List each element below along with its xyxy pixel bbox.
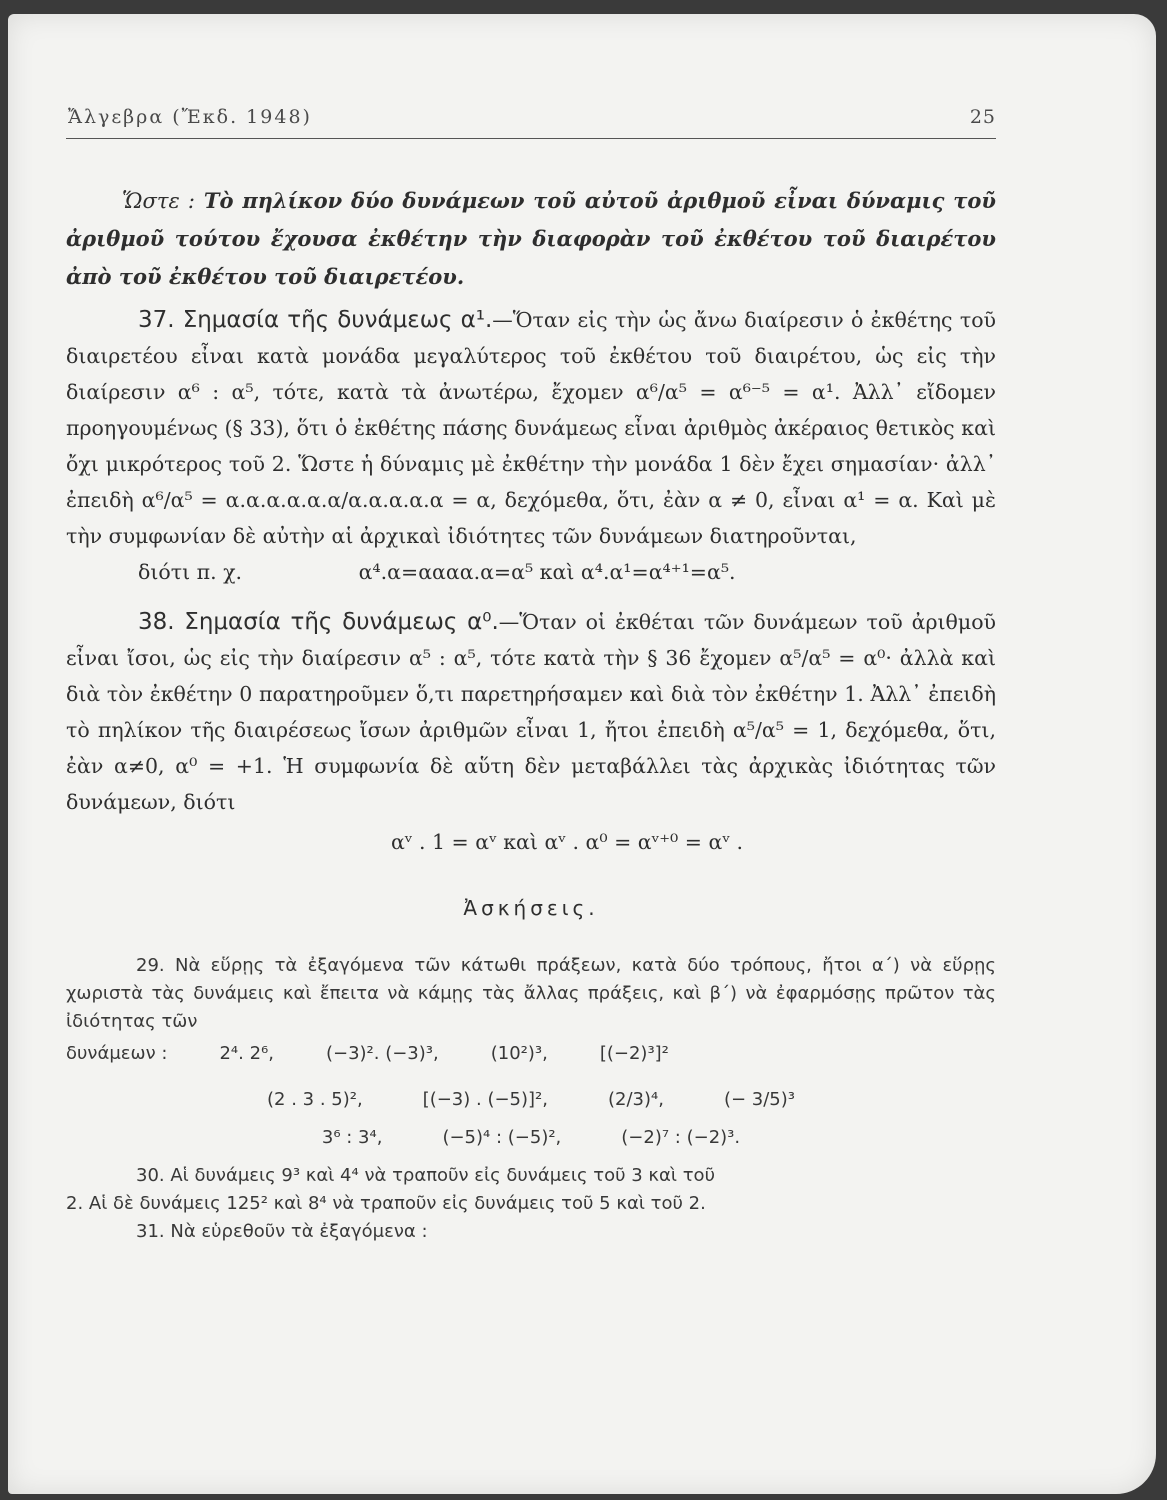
proof-formula: α⁴.α=αααα.α=α⁵ καὶ α⁴.α¹=α⁴⁺¹=α⁵. [358, 560, 736, 584]
section-38 [66, 604, 996, 860]
running-title: Ἄλγεβρα (Ἔκδ. 1948) [68, 106, 312, 128]
exercise-29-row-3 [66, 1124, 996, 1152]
main-text [66, 182, 996, 1246]
expr-item: (−2)⁷ : (−2)³. [621, 1127, 741, 1148]
section-37-body: —Ὅταν εἰς τὴν ὡς ἄνω διαίρεσιν ὁ ἐκθέτης τοῦ διαιρετέου εἶναι κατὰ μονάδα μεγαλύτερος τοῦ ἐκθέτου τοῦ διαιρέτου, ὡς εἰς τὴν διαίρεσιν α⁶ : α⁵, τότε, κατὰ τὰ ἀνωτέρω, ἔχομεν α⁶/α⁵ = α⁶⁻⁵ = α¹. Ἀλλ᾽ εἴδομεν προηγουμένως (§ 33), ὅτι ὁ ἐκθέτης πάσης δυνάμεως εἶναι ἀριθμὸς ἀκέραιος θετικὸς καὶ ὄχι μικρότερος τοῦ 2. Ὥστε ἡ δύναμις μὲ ἐκθέτην τὴν μονάδα 1 δὲν ἔχει σημασίαν· ἀλλ᾽ ἐπειδὴ α⁶/α⁵ = α.α.α.α.α.α/α.α.α.α.α = α, δεχόμεθα, ὅτι, ἐὰν α ≠ 0, εἶναι α¹ = α. Καὶ μὲ τὴν συμφωνίαν δὲ αὐτὴν αἱ ἀρχικαὶ ἰδιότητες τῶν δυνάμεων διατηροῦνται, [66, 308, 996, 548]
section-37-proof [66, 554, 996, 590]
section-38-body: —Ὅταν οἱ ἐκθέται τῶν δυνάμεων τοῦ ἀριθμοῦ εἶναι ἴσοι, ὡς εἰς τὴν διαίρεσιν α⁵ : α⁵, τότε κατὰ τὴν § 36 ἔχομεν α⁵/α⁵ = α⁰· ἀλλὰ καὶ διὰ τὸν ἐκθέτην 0 παρατηροῦμεν ὅ,τι παρετηρήσαμεν καὶ διὰ τὸν ἐκθέτην 1. Ἀλλ᾽ ἐπειδὴ τὸ πηλίκον τῆς διαιρέσεως ἴσων ἀριθμῶν εἶναι 1, ἤτοι ἐπειδὴ α⁵/α⁵ = 1, δεχόμεθα, ὅτι, ἐὰν α≠0, α⁰ = +1. Ἡ συμφωνία δὲ αὕτη δὲν μεταβάλλει τὰς ἀρχικὰς ἰδιότητας τῶν δυνάμεων, διότι [66, 610, 997, 814]
exercise-29-row-1 [66, 1040, 996, 1068]
exercises-block [66, 952, 996, 1246]
rule-statement [66, 182, 996, 296]
expr-item: 3⁶ : 3⁴, [321, 1127, 383, 1148]
section-38-formula: αᵛ . 1 = αᵛ καὶ αᵛ . α⁰ = αᵛ⁺⁰ = αᵛ . [390, 830, 744, 854]
expr-item: (10²)³, [490, 1043, 548, 1064]
exercise-30-line-1: 30. Αἱ δυνάμεις 9³ καὶ 4⁴ νὰ τραποῦν εἰς δυνάμεις τοῦ 3 καὶ τοῦ [136, 1165, 715, 1186]
rule-text: Τὸ πηλίκον δύο δυνάμεων τοῦ αὐτοῦ ἀριθμοῦ εἶναι δύναμις τοῦ ἀριθμοῦ τούτου ἔχουσα ἐκθέτην τὴν διαφορὰν τοῦ ἐκθέτου τοῦ διαιρέτου ἀπὸ τοῦ ἐκθέτου τοῦ διαιρετέου. [66, 188, 997, 289]
book-page [8, 14, 1156, 1494]
running-header [66, 106, 996, 139]
row1-label: δυνάμεων : [66, 1043, 168, 1064]
expr-item: 2⁴. 2⁶, [219, 1043, 274, 1064]
page-number: 25 [969, 106, 996, 128]
exercises-title: Ἀσκήσεις. [463, 896, 599, 920]
expr-item: (−5)⁴ : (−5)², [442, 1127, 562, 1148]
expr-item: (2/3)⁴, [607, 1089, 664, 1110]
proof-label: διότι π. χ. [138, 560, 243, 584]
exercise-29-row-2 [66, 1086, 996, 1114]
section-37-heading: 37. Σημασία τῆς δυνάμεως α¹. [138, 307, 493, 333]
exercise-29: 29. Νὰ εὕρῃς τὰ ἐξαγόμενα τῶν κάτωθι πράξεων, κατὰ δύο τρόπους, ἤτοι α΄) νὰ εὕρῃς χωριστὰ τὰς δυνάμεις καὶ ἔπειτα νὰ κάμῃς τὰς ἄλλας πράξεις, καὶ β΄) νὰ ἐφαρμόσῃς πρῶτον τὰς ἰδιότητας τῶν [66, 955, 996, 1032]
rule-prefix: Ὥστε : [122, 189, 195, 213]
section-38-heading: 38. Σημασία τῆς δυνάμεως α⁰. [138, 609, 499, 635]
section-37 [66, 302, 996, 590]
exercise-31: 31. Νὰ εὑρεθοῦν τὰ ἐξαγόμενα : [136, 1221, 428, 1242]
exercise-30-line-2: 2. Αἱ δὲ δυνάμεις 125² καὶ 8⁴ νὰ τραποῦν εἰς δυνάμεις τοῦ 5 καὶ τοῦ 2. [66, 1193, 706, 1214]
expr-item: (−3)². (−3)³, [325, 1043, 439, 1064]
expr-item: (− 3/5)³ [723, 1089, 795, 1110]
expr-item: [(−2)³]² [599, 1043, 669, 1064]
expr-item: [(−3) . (−5)]², [422, 1089, 548, 1110]
expr-item: (2 . 3 . 5)², [267, 1089, 363, 1110]
